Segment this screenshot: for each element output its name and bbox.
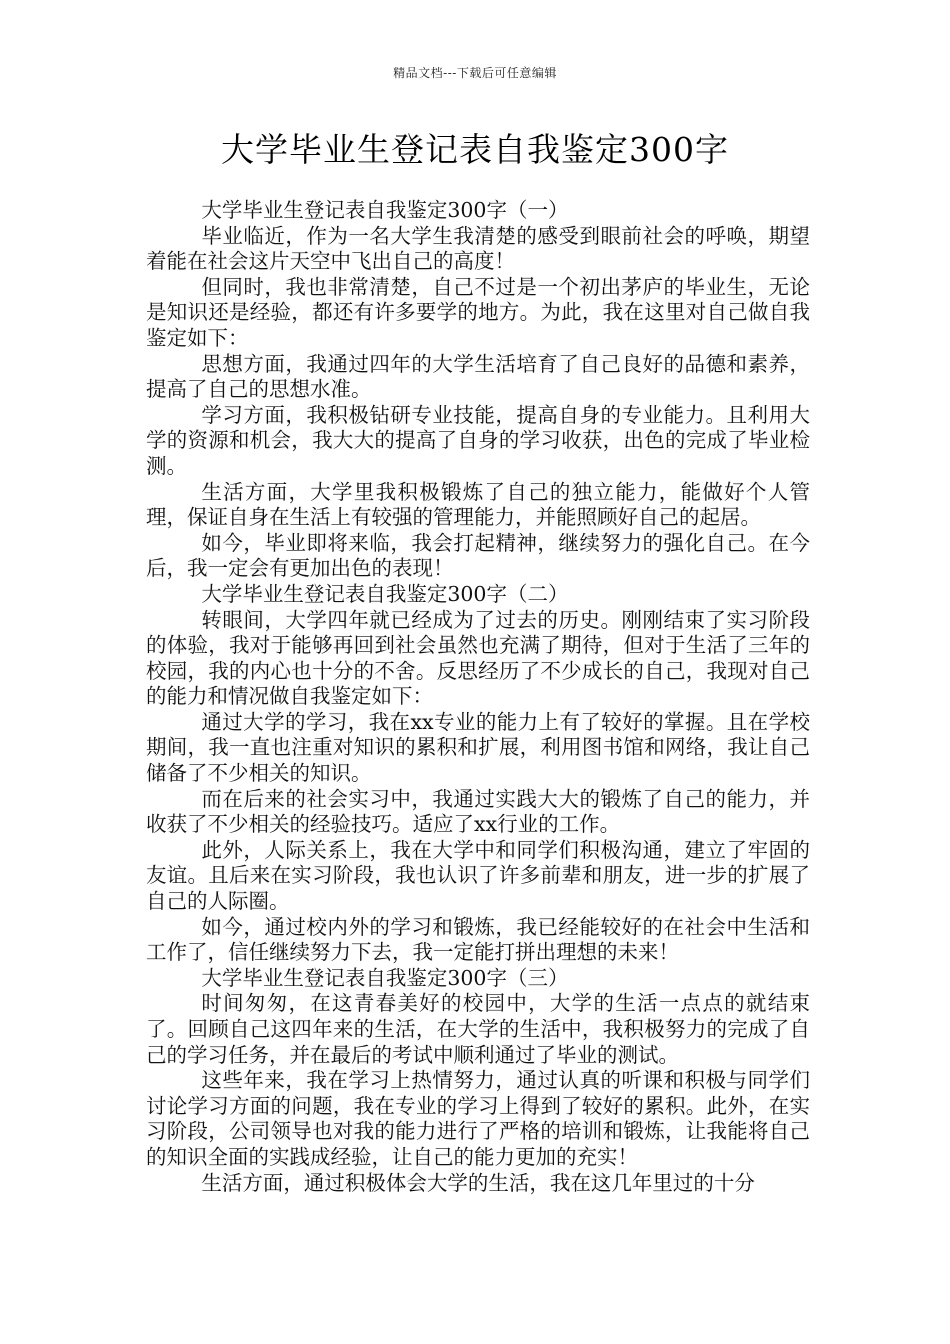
paragraph: 毕业临近，作为一名大学生我清楚的感受到眼前社会的呼唤，期望着能在社会这片天空中飞出自己的高度！ (146, 223, 810, 274)
document-title: 大学毕业生登记表自我鉴定300字 (221, 130, 729, 169)
document-body (146, 198, 810, 1196)
paragraph: 思想方面，我通过四年的大学生活培育了自己良好的品德和素养，提高了自己的思想水准。 (146, 351, 810, 402)
paragraph: 此外，人际关系上，我在大学中和同学们积极沟通，建立了牢固的友谊。且后来在实习阶段，我也认识了许多前辈和朋友，进一步的扩展了自己的人际圈。 (146, 837, 810, 914)
header-note: 精品文档---下载后可任意编辑 (393, 66, 557, 80)
section-heading-3: 大学毕业生登记表自我鉴定300字（三） (201, 965, 569, 990)
paragraph: 生活方面，大学里我积极锻炼了自己的独立能力，能做好个人管理，保证自身在生活上有较强的管理能力，并能照顾好自己的起居。 (146, 479, 810, 530)
paragraph: 而在后来的社会实习中，我通过实践大大的锻炼了自己的能力，并收获了不少相关的经验技巧。适应了xx行业的工作。 (146, 786, 810, 837)
paragraph: 转眼间，大学四年就已经成为了过去的历史。刚刚结束了实习阶段的体验，我对于能够再回到社会虽然也充满了期待，但对于生活了三年的校园，我的内心也十分的不舍。反思经历了不少成长的自己，我现对自己的能力和情况做自我鉴定如下： (146, 607, 810, 709)
section-heading-2: 大学毕业生登记表自我鉴定300字（二） (201, 581, 569, 606)
paragraph: 如今，通过校内外的学习和锻炼，我已经能较好的在社会中生活和工作了，信任继续努力下去，我一定能打拼出理想的未来！ (146, 914, 810, 965)
paragraph: 如今，毕业即将来临，我会打起精神，继续努力的强化自己。在今后，我一定会有更加出色的表现！ (146, 530, 810, 581)
paragraph: 时间匆匆，在这青春美好的校园中，大学的生活一点点的就结束了。回顾自己这四年来的生活，在大学的生活中，我积极努力的完成了自己的学习任务，并在最后的考试中顺利通过了毕业的测试。 (146, 991, 810, 1067)
section-heading-1: 大学毕业生登记表自我鉴定300字（一） (201, 198, 569, 222)
paragraph: 生活方面，通过积极体会大学的生活，我在这几年里过的十分 (201, 1170, 755, 1195)
paragraph: 学习方面，我积极钻研专业技能，提高自身的专业能力。且利用大学的资源和机会，我大大的提高了自身的学习收获，出色的完成了毕业检测。 (146, 402, 810, 478)
paragraph: 通过大学的学习，我在xx专业的能力上有了较好的掌握。且在学校期间，我一直也注重对知识的累积和扩展，利用图书馆和网络，我让自己储备了不少相关的知识。 (146, 709, 810, 786)
paragraph: 这些年来，我在学习上热情努力，通过认真的听课和积极与同学们讨论学习方面的问题，我在专业的学习上得到了较好的累积。此外，在实习阶段，公司领导也对我的能力进行了严格的培训和锻炼，让我能将自己的知识全面的实践成经验，让自己的能力更加的充实！ (146, 1068, 810, 1169)
paragraph: 但同时，我也非常清楚，自己不过是一个初出茅庐的毕业生，无论是知识还是经验，都还有许多要学的地方。为此，我在这里对自己做自我鉴定如下： (146, 274, 810, 350)
